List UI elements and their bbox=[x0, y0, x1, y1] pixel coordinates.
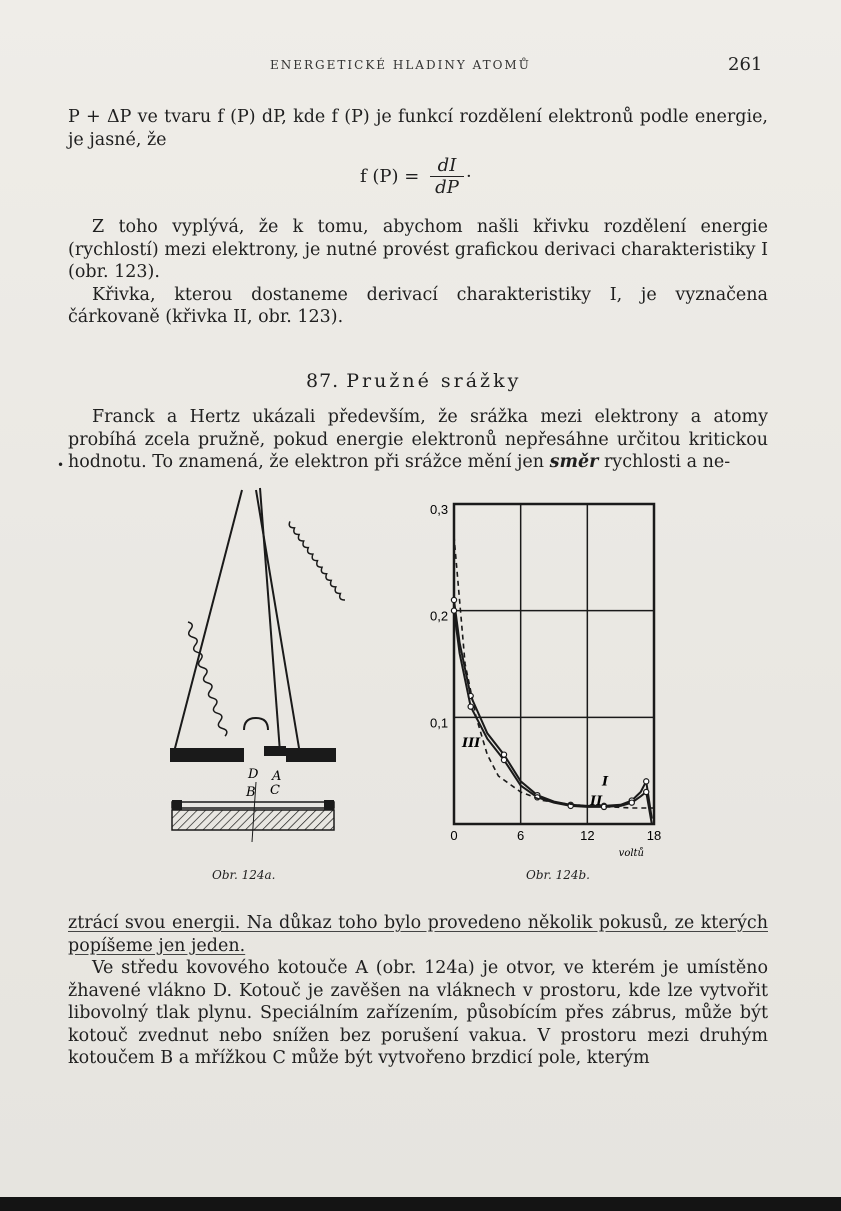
filament-D bbox=[244, 718, 268, 730]
x-tick-label: 6 bbox=[517, 828, 525, 843]
disc-A-left bbox=[170, 748, 244, 762]
label-A: A bbox=[272, 769, 282, 784]
page-number: 261 bbox=[728, 54, 763, 75]
y-tick-label: 0,1 bbox=[430, 715, 449, 731]
paragraph-apparatus: Ve středu kovového kotouče A (obr. 124a) je otvor, ve kterém je umístěno žhavené vlákno D. Kotouč je zavěšen na vláknech v prostoru, kde lze vytvořit libovolný tlak plynu. Speciálním zařízením, působícím přes zábrus, může být kotouč zvednut nebo snížen bez porušení vakua. V prostoru mezi druhým kotoučem B a mřížkou C může být vytvořeno brzdicí pole, kterým bbox=[68, 958, 768, 1068]
y-tick-label: 0,2 bbox=[430, 608, 449, 624]
plot-frame bbox=[454, 504, 654, 824]
margin-dot: • bbox=[57, 458, 65, 472]
series-line-i bbox=[454, 600, 652, 819]
x-axis-label: voltů bbox=[618, 848, 644, 859]
series-line-iii bbox=[454, 536, 654, 808]
plate-B bbox=[172, 800, 334, 810]
formula-denominator: dP bbox=[435, 177, 459, 198]
data-point-ii bbox=[451, 608, 456, 613]
formula-numerator: dI bbox=[430, 156, 464, 177]
section-number: 87. bbox=[306, 370, 340, 392]
figure-124a-apparatus bbox=[160, 482, 350, 852]
x-tick-label: 18 bbox=[646, 828, 662, 843]
intro-text bbox=[68, 106, 768, 151]
label-D: D bbox=[248, 767, 259, 782]
formula-end: · bbox=[466, 166, 472, 187]
intro-line: P + ΔP ve tvaru f (P) dP, kde f (P) je funkcí rozdělení elektronů podle energie, je jasné, že bbox=[68, 107, 768, 150]
formula-fraction bbox=[430, 156, 464, 199]
data-point-ii bbox=[629, 800, 634, 805]
paragraph-franck-hertz-text: Franck a Hertz ukázali především, že srážka mezi elektrony a atomy probíhá zcela pružně, pokud energie elektronů nepřesáhne určitou kritickou hodnotu. To znamená, že elektron při srážce mění jen bbox=[68, 407, 768, 472]
label-C: C bbox=[270, 783, 280, 798]
data-point-ii bbox=[468, 704, 473, 709]
emphasis-smer: směr bbox=[549, 452, 599, 472]
data-point-ii bbox=[644, 789, 649, 794]
paragraph-energy-loss-text: ztrácí svou energii. Na důkaz toho bylo provedeno několik pokusů, ze kterých popíšeme jen jeden. bbox=[68, 913, 768, 956]
figure-124b-chart bbox=[418, 484, 678, 864]
label-B: B bbox=[246, 785, 256, 800]
data-point-i bbox=[644, 779, 649, 784]
section-title: Pružné srážky bbox=[346, 370, 522, 392]
spring-left bbox=[185, 621, 228, 737]
running-header: ENERGETICKÉ HLADINY ATOMŮ bbox=[270, 58, 531, 72]
filament-holder bbox=[264, 746, 286, 756]
scan-border bbox=[0, 1197, 841, 1211]
paragraph-curve-II: Křivka, kterou dostaneme derivací charakteristiky I, je vyznačena čárkovaně (křivka II, obr. 123). bbox=[68, 284, 768, 327]
paragraph-graphical-derivative: Z toho vyplývá, že k tomu, abychom našli křivku rozdělení energie (rychlostí) mezi elektrony, je nutné provést grafickou derivaci charakteristiky I (obr. 123). bbox=[68, 217, 768, 282]
data-point-i bbox=[451, 597, 456, 602]
disc-A-right bbox=[286, 748, 336, 762]
series-label-i: I bbox=[602, 774, 609, 790]
series-label-ii: II bbox=[590, 793, 603, 809]
paragraph-block-1 bbox=[68, 216, 768, 329]
x-tick-label: 12 bbox=[580, 828, 595, 843]
caption-124b: Obr. 124b. bbox=[526, 868, 590, 882]
series-label-iii: III bbox=[462, 736, 481, 752]
section-heading bbox=[306, 370, 521, 392]
paragraph-block-2 bbox=[68, 406, 768, 474]
spring-right bbox=[287, 521, 345, 601]
y-tick-label: 0,3 bbox=[430, 502, 449, 517]
x-tick-label: 0 bbox=[450, 828, 458, 843]
paragraph-franck-hertz bbox=[68, 406, 768, 474]
suspension-thread-left bbox=[174, 490, 242, 752]
paragraph-franck-hertz-end: rychlosti a ne- bbox=[598, 452, 731, 472]
formula-lhs: f (P) = bbox=[360, 166, 420, 187]
caption-124a: Obr. 124a. bbox=[212, 868, 276, 882]
data-point-ii bbox=[501, 757, 506, 762]
paragraph-block-3 bbox=[68, 912, 768, 1070]
paragraph-energy-loss bbox=[68, 912, 768, 957]
